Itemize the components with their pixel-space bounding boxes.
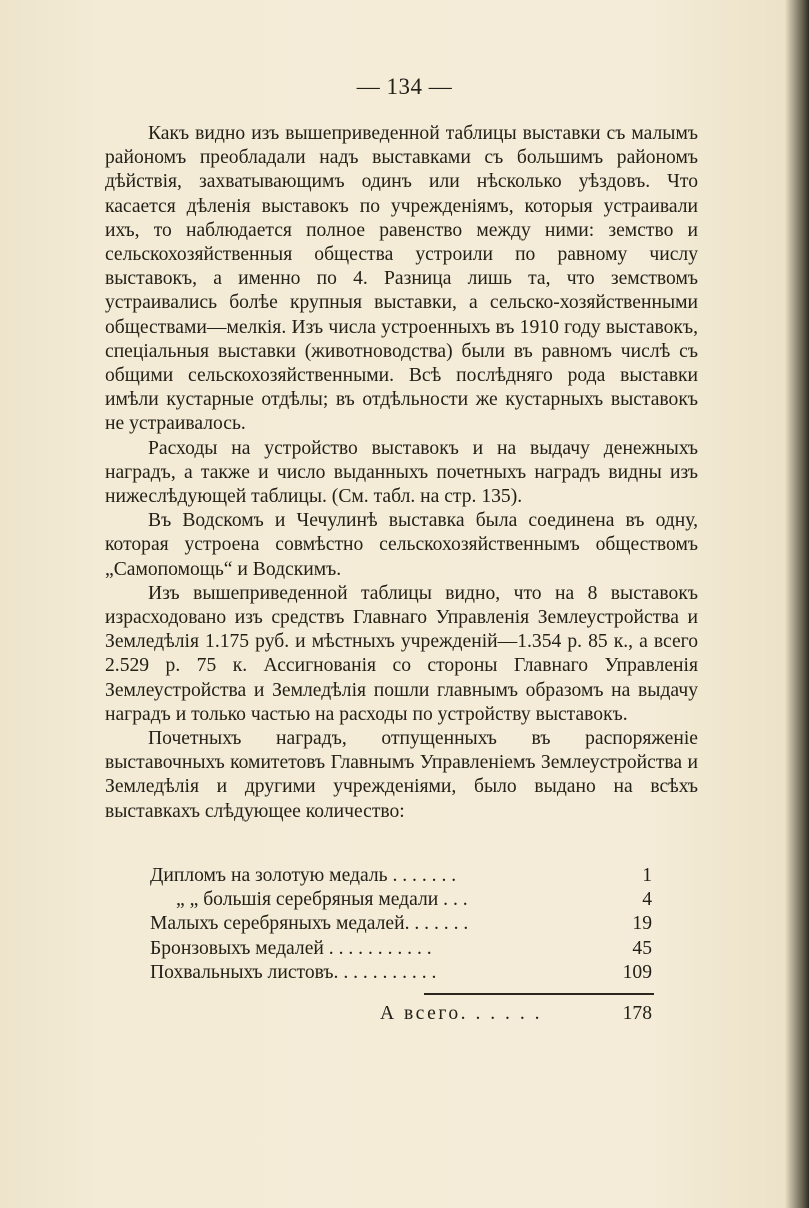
awards-total-value: 178 — [622, 1003, 652, 1024]
awards-row-label: Малыхъ серебряныхъ медалей. . . . . . . — [150, 913, 469, 935]
awards-list — [150, 864, 652, 985]
awards-row-label: Бронзовыхъ медалей . . . . . . . . . . . — [150, 937, 432, 959]
awards-row — [150, 912, 652, 936]
awards-row — [150, 937, 652, 961]
paragraph: Какъ видно изъ вышеприведенной таблицы выставки съ малымъ райономъ преобладали надъ выставками съ большимъ райономъ дѣйствія, захватывающимъ одинъ или нѣсколько уѣздовъ. Что касается дѣленія выставокъ по учрежденіямъ, которыя устраивали ихъ, то наблюдается полное равенство между ними: земство и сельскохозяйственныя общества устроили по равному числу выставокъ, а именно по 4. Разница лишь та, что земствомъ устраивались болѣе крупныя выставки, а сельско-хозяйственными обществами—мелкія. Изъ числа устроенныхъ въ 1910 году выставокъ, спеціальныя выставки (животноводства) были въ равномъ числѣ съ общими сельскохозяйственными. Всѣ послѣдняго рода выставки имѣли кустарные отдѣлы; въ отдѣльности же кустарныхъ выставокъ не устраивалось. — [105, 123, 698, 435]
awards-row — [150, 961, 652, 985]
awards-row — [150, 864, 652, 888]
awards-total-label: А всего. . . . . . — [380, 1003, 543, 1024]
awards-row — [150, 888, 652, 912]
sum-rule — [424, 993, 654, 995]
awards-row-value: 19 — [632, 913, 652, 935]
paragraph: Изъ вышеприведенной таблицы видно, что на 8 выставокъ израсходовано изъ средствъ Главнаго Управленія Землеустройства и Земледѣлія 1.175 руб. и мѣстныхъ учрежденій—1.354 р. 85 к., а всего 2.529 р. 75 к. Ассигнованія со стороны Главнаго Управленія Землеустройства и Земледѣлія пошли главнымъ образомъ на выдачу наградъ и только частью на расходы по устройству выставокъ. — [105, 582, 698, 725]
paragraph: Расходы на устройство выставокъ и на выдачу денежныхъ наградъ, а также и число выданныхъ почетныхъ наградъ видны изъ нижеслѣдующей таблицы. (См. табл. на стр. 135). — [105, 437, 698, 508]
awards-total — [380, 1003, 652, 1025]
page-number: — 134 — — [356, 74, 453, 99]
awards-row-label: Похвальныхъ листовъ. . . . . . . . . . . — [150, 961, 437, 983]
awards-row-value: 45 — [632, 937, 652, 959]
paragraph: Въ Водскомъ и Чечулинѣ выставка была соединена въ одну, которая устроена совмѣстно сельскохозяйственнымъ обществомъ „Самопомощь“ и Водскимъ. — [105, 510, 698, 580]
awards-row-label: „ „ большія серебряныя медали . . . — [176, 889, 468, 911]
paragraph: Почетныхъ наградъ, отпущенныхъ въ распоряженіе выставочныхъ комитетовъ Главнымъ Управленіемъ Землеустройства и Земледѣлія и другими учрежденіями, было выдано на всѣхъ выставкахъ слѣдующее количество: — [105, 728, 698, 822]
body-text — [105, 122, 698, 824]
awards-row-value: 109 — [622, 961, 652, 983]
awards-row-value: 4 — [642, 889, 652, 911]
awards-row-label: Дипломъ на золотую медаль . . . . . . . — [150, 865, 457, 886]
awards-row-value: 1 — [642, 865, 652, 886]
